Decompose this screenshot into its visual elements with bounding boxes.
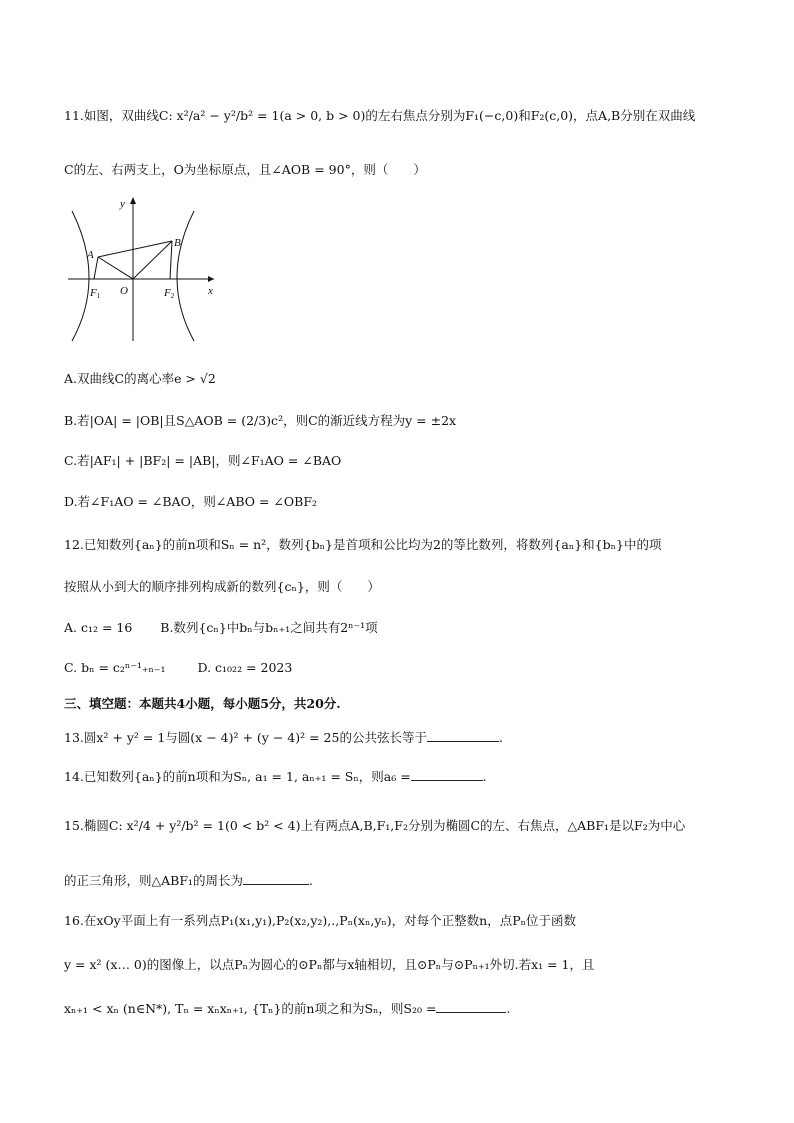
- q16-end: .: [506, 1001, 511, 1016]
- hyperbola-figure: [64, 193, 224, 345]
- q12-stem-line2: 按照从小到大的顺序排列构成新的数列{cₙ}，则（ ）: [64, 579, 380, 594]
- right-branch: [177, 211, 194, 341]
- q14-end: .: [482, 769, 487, 784]
- segment-BO: [133, 241, 172, 279]
- q15-stem-line2: [64, 872, 754, 890]
- q15-text: 的正三角形，则△ABF₁的周长为: [64, 873, 244, 888]
- q11-option-d: D.若∠F₁AO = ∠BAO，则∠ABO = ∠OBF₂: [64, 494, 318, 509]
- segment-AO: [98, 257, 133, 279]
- q11-stem-line1: 11.如图，双曲线C: x²/a² − y²/b² = 1(a > 0, b > 0)的左右焦点分别为F₁(−c,0)和F₂(c,0)，点A,B分别在双曲线: [64, 108, 696, 123]
- segment-BF2: [170, 241, 172, 279]
- q13-text: 13.圆x² + y² = 1与圆(x − 4)² + (y − 4)² = 25的公共弦长等于: [64, 730, 427, 745]
- q13-end: .: [498, 730, 503, 745]
- left-branch: [72, 211, 89, 341]
- q16-stem-line1: 16.在xOy平面上有一系列点P₁(x₁,y₁),P₂(x₂,y₂),.,Pₙ(xₙ,yₙ)，对每个正整数n，点Pₙ位于函数: [64, 913, 577, 928]
- q12-option-d: D. c₁₀₂₂ = 2023: [197, 660, 293, 675]
- q15-answer-blank[interactable]: [243, 872, 309, 885]
- y-axis-arrow: [130, 197, 136, 204]
- q16-stem-line2: y = x² (x… 0)的图像上，以点Pₙ为圆心的⊙Pₙ都与x轴相切，且⊙Pₙ与⊙Pₙ₊₁外切.若x₁ = 1，且: [64, 957, 595, 972]
- q12-option-a: A. c₁₂ = 16: [64, 620, 133, 635]
- section-heading: 三、填空题：本题共4小题，每小题5分，共20分.: [64, 696, 341, 711]
- q16-stem-line3: [64, 1000, 754, 1018]
- q16-text: xₙ₊₁ < xₙ (n∈N*), Tₙ = xₙxₙ₊₁, {Tₙ}的前n项之和为Sₙ，则S₂₀ =: [64, 1001, 437, 1016]
- q14-answer-blank[interactable]: [411, 768, 483, 781]
- label-O: O: [120, 285, 128, 297]
- q13-answer-blank[interactable]: [427, 729, 499, 742]
- q12-option-b: B.数列{cₙ}中bₙ与bₙ₊₁之间共有2ⁿ⁻¹项: [160, 620, 378, 635]
- q12-option-c: C. bₙ = c₂ⁿ⁻¹₊ₙ₋₁: [64, 660, 166, 675]
- q12-options-cd: [64, 660, 754, 677]
- label-x: x: [208, 285, 213, 297]
- q14: [64, 768, 754, 786]
- label-B: B: [174, 237, 181, 249]
- q14-text: 14.已知数列{aₙ}的前n项和为Sₙ, a₁ = 1, aₙ₊₁ = Sₙ，则a₆ =: [64, 769, 411, 784]
- label-F1: F1: [90, 287, 101, 300]
- q15-stem-line1: 15.椭圆C: x²/4 + y²/b² = 1(0 < b² < 4)上有两点A,B,F₁,F₂分别为椭圆C的左、右焦点，△ABF₁是以F₂为中心: [64, 818, 686, 833]
- q13: [64, 729, 754, 747]
- q16-answer-blank[interactable]: [436, 1000, 506, 1013]
- x-axis-arrow: [208, 276, 214, 282]
- segment-AB: [98, 241, 172, 257]
- label-A: A: [87, 249, 94, 261]
- segment-AF1: [94, 257, 98, 279]
- q11-stem-line2: C的左、右两支上，O为坐标原点，且∠AOB = 90°，则（ ）: [64, 162, 426, 177]
- q11-option-b: B.若|OA| = |OB|且S△AOB = (2/3)c²，则C的渐近线方程为y = ±2x: [64, 413, 457, 428]
- q11-option-c: C.若|AF₁| + |BF₂| = |AB|，则∠F₁AO = ∠BAO: [64, 453, 342, 468]
- label-y: y: [120, 198, 125, 210]
- q15-end: .: [309, 873, 313, 888]
- q12-options-ab: [64, 620, 754, 637]
- q11-option-a: A.双曲线C的离心率e > √2: [64, 371, 216, 386]
- q12-stem-line1: 12.已知数列{aₙ}的前n项和Sₙ = n²，数列{bₙ}是首项和公比均为2的等比数列，将数列{aₙ}和{bₙ}中的项: [64, 537, 662, 552]
- label-F2: F2: [164, 287, 175, 300]
